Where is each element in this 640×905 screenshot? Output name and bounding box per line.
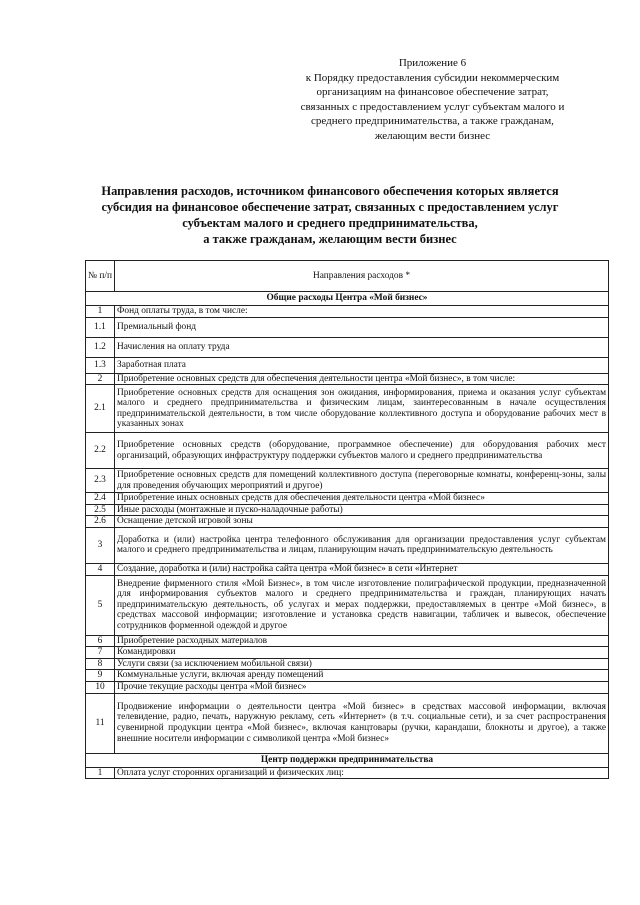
table-row — [86, 527, 609, 563]
header-text-cell: Направления расходов * — [115, 261, 609, 292]
appendix-line: организациям на финансовое обеспечение затрат, — [316, 86, 549, 98]
table-row — [86, 767, 609, 779]
appendix-line: к Порядку предоставления субсидии некоммерческим — [305, 71, 560, 84]
row-text: Фонд оплаты труда, в том числе: — [115, 306, 609, 318]
row-number: 6 — [86, 635, 115, 647]
row-text: Создание, доработка и (или) настройка сайта центра «Мой бизнес» в сети «Интернет — [115, 563, 609, 575]
row-number: 1.3 — [86, 357, 115, 373]
row-number: 7 — [86, 647, 115, 659]
table-row — [86, 693, 609, 753]
table-row — [86, 575, 609, 635]
row-text: Коммунальные услуги, включая аренду помещений — [115, 670, 609, 682]
row-number: 11 — [86, 693, 115, 753]
document-title — [85, 183, 575, 247]
section-header-row — [86, 753, 609, 767]
row-text: Услуги связи (за исключением мобильной связи) — [115, 658, 609, 670]
table-row — [86, 469, 609, 493]
row-number: 2 — [86, 373, 115, 385]
row-text: Приобретение основных средств (оборудование, программное обеспечение) для оборудования рабочих мест организаций, образующих инфраструктуру поддержки субъектов малого и среднего предпринимательства — [115, 433, 609, 469]
title-line: субсидия на финансовое обеспечение затрат, связанных с предоставлением услуг — [101, 200, 559, 214]
table-header-row — [86, 261, 609, 292]
table-row — [86, 516, 609, 528]
table-row — [86, 357, 609, 373]
table-row — [86, 670, 609, 682]
row-text: Командировки — [115, 647, 609, 659]
table-row — [86, 635, 609, 647]
row-number: 10 — [86, 681, 115, 693]
row-number: 9 — [86, 670, 115, 682]
row-number: 4 — [86, 563, 115, 575]
table-body — [86, 292, 609, 779]
row-text: Приобретение основных средств для оснащения зон ожидания, информирования, приема и оказания услуг субъектам малого и среднего предпринимательства и физическим лицам, заинтересованным в начале осуществления предпринимательской деятельности, в том числе оборудование коллективного доступа и оборудование рабочих мест в указанных зонах — [115, 385, 609, 433]
row-text: Внедрение фирменного стиля «Мой Бизнес», в том числе изготовление полиграфической продукции, предназначенной для информирования субъектов малого и среднего предпринимательства и граждан, планирующих начать предпринимательскую деятельность, об услугах и мерах поддержки, предоставляемых в центре «Мой бизнес», в средствах массовой информации; изготовление и установка средств навигации, табличек и вывесок, обеспечение сотрудников форменной одеждой и другое — [115, 575, 609, 635]
row-number: 2.6 — [86, 516, 115, 528]
table-row — [86, 385, 609, 433]
row-number: 1.1 — [86, 317, 115, 337]
section-header-row — [86, 292, 609, 306]
expense-directions-table — [85, 260, 609, 779]
table-row — [86, 373, 609, 385]
row-text: Приобретение основных средств для обеспечения деятельности центра «Мой бизнес», в том числе: — [115, 373, 609, 385]
row-text: Приобретение расходных материалов — [115, 635, 609, 647]
row-number: 3 — [86, 527, 115, 563]
row-text: Приобретение иных основных средств для обеспечения деятельности центра «Мой бизнес» — [115, 493, 609, 505]
row-text: Приобретение основных средств для помещений коллективного доступа (переговорные комнаты, конференц-зоны, залы для проведения обучающих мероприятий и другое) — [115, 469, 609, 493]
appendix-line: желающим вести бизнес — [374, 129, 491, 142]
row-text: Иные расходы (монтажные и пуско-наладочные работы) — [115, 504, 609, 516]
row-number: 8 — [86, 658, 115, 670]
row-text: Оплата услуг сторонних организаций и физических лиц: — [115, 767, 609, 779]
row-text: Прочие текущие расходы центра «Мой бизнес» — [115, 681, 609, 693]
row-number: 1 — [86, 306, 115, 318]
title-line: субъектам малого и среднего предпринимательства, — [182, 216, 478, 230]
row-number: 2.1 — [86, 385, 115, 433]
table-row — [86, 504, 609, 516]
table-row — [86, 493, 609, 505]
section-title: Центр поддержки предпринимательства — [86, 753, 609, 767]
header-num-cell: № п/п — [86, 261, 115, 292]
row-number: 2.3 — [86, 469, 115, 493]
table-row — [86, 681, 609, 693]
row-text: Оснащение детской игровой зоны — [115, 516, 609, 528]
appendix-line: среднего предпринимательства, а также гражданам, — [311, 115, 554, 127]
row-text: Заработная плата — [115, 357, 609, 373]
row-text: Премиальный фонд — [115, 317, 609, 337]
table-row — [86, 647, 609, 659]
row-number: 2.5 — [86, 504, 115, 516]
row-text: Начисления на оплату труда — [115, 337, 609, 357]
row-text: Доработка и (или) настройка центра телефонного обслуживания для организации предоставления услуг субъектам малого и среднего предпринимательства и лицам, планирующим начать предпринимательскую деятельность — [115, 527, 609, 563]
row-number: 1 — [86, 767, 115, 779]
row-number: 5 — [86, 575, 115, 635]
table-row — [86, 317, 609, 337]
section-title: Общие расходы Центра «Мой бизнес» — [86, 292, 609, 306]
row-text: Продвижение информации о деятельности центра «Мой бизнес» в средствах массовой информации, включая телевидение, радио, печать, наружную рекламу, сеть «Интернет» (в т.ч. социальные сети), и за счет распространения сувенирной продукции центра «Мой бизнес», включая канцтовары (ручки, карандаши, блокноты и другое), а также внешние носители информации с символикой центра «Мой бизнес» — [115, 693, 609, 753]
row-number: 1.2 — [86, 337, 115, 357]
appendix-line: Приложение 6 — [398, 57, 467, 69]
table-row — [86, 306, 609, 318]
appendix-note — [265, 56, 600, 143]
title-line: Направления расходов, источником финансового обеспечения которых является — [101, 184, 559, 198]
table-row — [86, 658, 609, 670]
table-row — [86, 563, 609, 575]
row-number: 2.2 — [86, 433, 115, 469]
table-row — [86, 433, 609, 469]
row-number: 2.4 — [86, 493, 115, 505]
appendix-line: связанных с предоставлением услуг субъектам малого и — [300, 100, 565, 113]
table-row — [86, 337, 609, 357]
title-line: а также гражданам, желающим вести бизнес — [203, 232, 457, 246]
